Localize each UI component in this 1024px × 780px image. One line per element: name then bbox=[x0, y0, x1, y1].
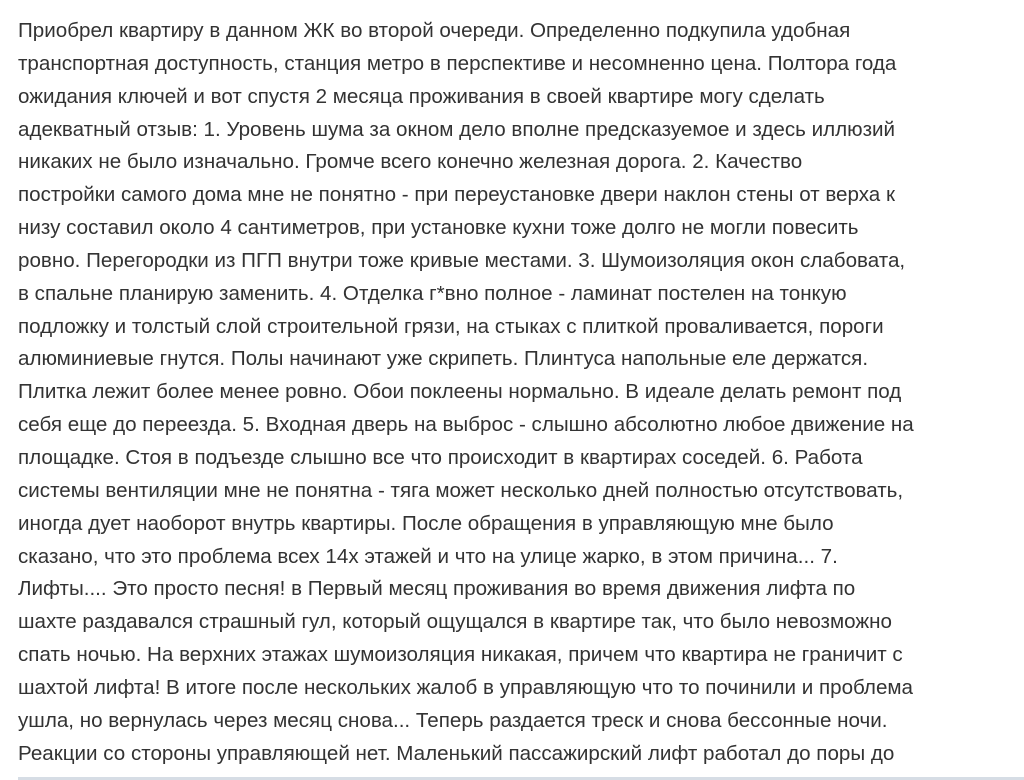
review-line: ушла, но вернулась через месяц снова... Теперь раздается треск и снова бессонные ночи. bbox=[18, 708, 888, 732]
review-line: никаких не было изначально. Громче всего конечно железная дорога. 2. Качество bbox=[18, 150, 803, 174]
review-line: себя еще до переезда. 5. Входная дверь на выброс - слышно абсолютно любое движение на bbox=[18, 413, 914, 437]
review-line: площадке. Стоя в подъезде слышно все что происходит в квартирах соседей. 6. Работа bbox=[18, 445, 863, 469]
review-line: ожидания ключей и вот спустя 2 месяца проживания в своей квартире могу сделать bbox=[18, 84, 825, 108]
review-line: низу составил около 4 сантиметров, при установке кухни тоже долго не могли повесить bbox=[18, 216, 859, 240]
review-line: Приобрел квартиру в данном ЖК во второй очереди. Определенно подкупила удобная bbox=[18, 19, 851, 42]
review-line: в спальне планирую заменить. 4. Отделка г*вно полное - ламинат постелен на тонкую bbox=[18, 281, 847, 305]
review-line: Плитка лежит более менее ровно. Обои поклеены нормально. В идеале делать ремонт под bbox=[18, 380, 902, 404]
review-line: системы вентиляции мне не понятна - тяга может несколько дней полностью отсутствовать, bbox=[18, 478, 904, 502]
review-line: Реакции со стороны управляющей нет. Маленький пассажирский лифт работал до поры до bbox=[18, 741, 895, 765]
review-line: постройки самого дома мне не понятно - при переустановке двери наклон стены от верха к bbox=[18, 183, 895, 207]
review-line: подложку и толстый слой строительной грязи, на стыках с плиткой проваливается, пороги bbox=[18, 314, 884, 338]
review-line: шахте раздавался страшный гул, который ощущался в квартире так, что было невозможно bbox=[18, 610, 892, 634]
review-line: ровно. Перегородки из ПГП внутри тоже кривые местами. 3. Шумоизоляция окон слабовата, bbox=[18, 248, 906, 272]
review-text bbox=[18, 15, 1008, 770]
review-line: спать ночью. На верхних этажах шумоизоляция никакая, причем что квартира не граничит с bbox=[18, 643, 903, 667]
review-line: транспортная доступность, станция метро в перспективе и несомненно цена. Полтора года bbox=[18, 51, 897, 75]
review-line: Лифты.... Это просто песня! в Первый месяц проживания во время движения лифта по bbox=[18, 577, 856, 601]
review-line: шахтой лифта! В итоге после нескольких жалоб в управляющую что то починили и проблема bbox=[18, 675, 914, 699]
review-line: иногда дует наоборот внутрь квартиры. После обращения в управляющую мне было bbox=[18, 511, 834, 535]
review-line: сказано, что это проблема всех 14х этажей и что на улице жарко, в этом причина... 7. bbox=[18, 544, 838, 568]
review-line: алюминиевые гнутся. Полы начинают уже скрипеть. Плинтуса напольные еле держатся. bbox=[18, 347, 869, 371]
review-line: адекватный отзыв: 1. Уровень шума за окном дело вполне предсказуемое и здесь иллюзий bbox=[18, 117, 896, 141]
